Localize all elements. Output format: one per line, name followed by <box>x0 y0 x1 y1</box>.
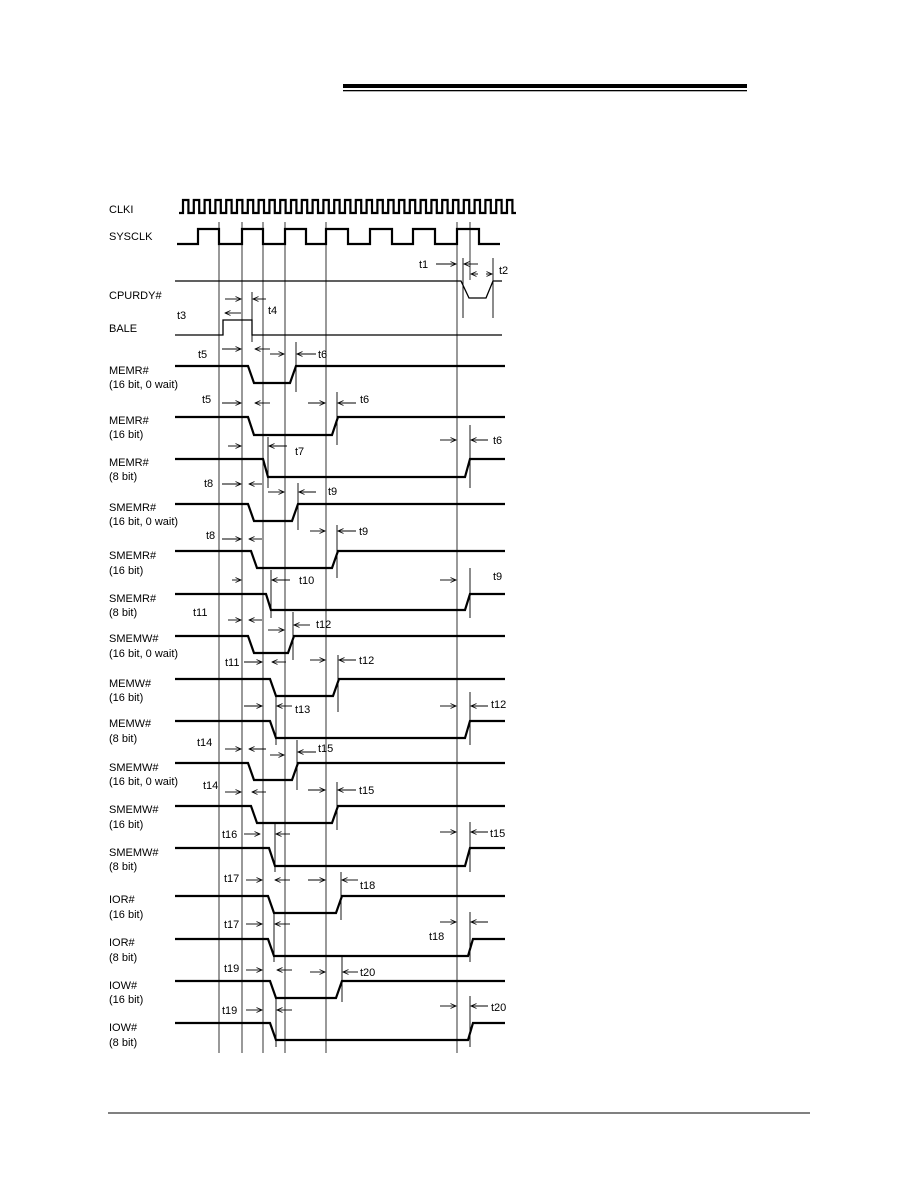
signal-name-iow-16: IOW# <box>109 980 138 992</box>
iow-8-waveform <box>175 1023 505 1040</box>
ior-8-waveform <box>175 939 505 956</box>
signal-sub-smemr-16-0w: (16 bit, 0 wait) <box>109 516 179 528</box>
signal-name-memr-16: MEMR# <box>109 415 149 427</box>
timing-label-t17-a: t17 <box>224 873 240 885</box>
timing-label-t6-b: t6 <box>360 394 370 406</box>
signal-name-smemr-8: SMEMR# <box>109 593 157 605</box>
clki-waveform <box>179 200 516 213</box>
timing-label-group <box>177 259 508 1017</box>
timing-label-t8-a: t8 <box>204 478 214 490</box>
signal-name-smemr-16-0w: SMEMR# <box>109 502 157 514</box>
signal-name-memw-16: MEMW# <box>109 678 152 690</box>
smemw2-16-0w-waveform <box>175 763 505 780</box>
timing-label-t17-b: t17 <box>224 919 240 931</box>
signal-name-smemw-8: SMEMW# <box>109 847 159 859</box>
smemw-16-waveform <box>175 806 505 823</box>
signal-sub-smemw2-16-0w: (16 bit, 0 wait) <box>109 776 179 788</box>
signal-sub-memr-16: (16 bit) <box>109 429 144 441</box>
timing-label-t19-b: t19 <box>222 1005 238 1017</box>
timing-label-t12-b: t12 <box>359 655 375 667</box>
timing-label-t20-b: t20 <box>491 1002 507 1014</box>
timing-label-t3: t3 <box>177 310 187 322</box>
signal-name-cpurdy: CPURDY# <box>109 290 162 302</box>
signal-sub-memw-8: (8 bit) <box>109 733 138 745</box>
timing-label-t5-b: t5 <box>202 394 212 406</box>
timing-label-t1: t1 <box>419 259 429 271</box>
timing-label-t6-c: t6 <box>493 435 503 447</box>
timing-label-t15-c: t15 <box>490 828 506 840</box>
timing-label-t10: t10 <box>299 575 315 587</box>
cpurdy-waveform <box>175 281 502 298</box>
timing-label-t15-a: t15 <box>318 743 334 755</box>
smemw-16-0w-waveform <box>175 636 505 653</box>
smemw-8-waveform <box>175 848 505 866</box>
smemr-16-waveform <box>175 551 505 568</box>
smemr-16-0w-waveform <box>175 504 505 521</box>
timing-label-t5-a: t5 <box>198 349 208 361</box>
signal-sub-memw-16: (16 bit) <box>109 692 144 704</box>
timing-label-t7: t7 <box>295 446 305 458</box>
timing-label-t13: t13 <box>295 704 311 716</box>
timing-label-t12-c: t12 <box>491 699 507 711</box>
signal-sub-smemw-16-0w: (16 bit, 0 wait) <box>109 648 179 660</box>
sysclk-waveform <box>177 229 500 244</box>
timing-label-t9-c: t9 <box>493 571 503 583</box>
signal-sub-ior-8: (8 bit) <box>109 952 138 964</box>
header-rule <box>343 84 747 91</box>
signal-name-smemw-16-0w: SMEMW# <box>109 633 159 645</box>
signal-name-sysclk: SYSCLK <box>109 231 153 243</box>
memr-8-waveform <box>175 459 505 477</box>
timing-label-t8-b: t8 <box>206 530 216 542</box>
timing-label-t15-b: t15 <box>359 785 375 797</box>
signal-sub-memr-16-0w: (16 bit, 0 wait) <box>109 379 179 391</box>
signal-name-bale: BALE <box>109 323 138 335</box>
timing-label-t2: t2 <box>499 265 509 277</box>
signal-sub-iow-8: (8 bit) <box>109 1037 138 1049</box>
timing-label-t19-a: t19 <box>224 963 240 975</box>
signal-sub-iow-16: (16 bit) <box>109 994 144 1006</box>
signal-labels <box>109 204 178 1049</box>
memw-16-waveform <box>175 679 505 696</box>
signal-name-ior-8: IOR# <box>109 937 135 949</box>
timing-label-t11-a: t11 <box>193 607 208 619</box>
signal-name-smemw-16: SMEMW# <box>109 804 159 816</box>
timing-label-t12-a: t12 <box>316 619 332 631</box>
timing-label-t9-a: t9 <box>328 486 338 498</box>
signal-name-smemw2-16-0w: SMEMW# <box>109 762 159 774</box>
timing-label-t9-b: t9 <box>359 526 369 538</box>
timing-label-t18-b: t18 <box>429 931 445 943</box>
ior-16-waveform <box>175 896 505 913</box>
signal-sub-smemr-16: (16 bit) <box>109 565 144 577</box>
timing-label-t4: t4 <box>268 305 278 317</box>
memw-8-waveform <box>175 721 505 738</box>
signal-name-memr-8: MEMR# <box>109 457 149 469</box>
signal-sub-smemw-16: (16 bit) <box>109 819 144 831</box>
signal-sub-smemw-8: (8 bit) <box>109 861 138 873</box>
iow-16-waveform <box>175 981 505 998</box>
signal-sub-smemr-8: (8 bit) <box>109 607 138 619</box>
timing-label-t18-a: t18 <box>360 880 376 892</box>
signal-name-memr-16-0w: MEMR# <box>109 365 149 377</box>
timing-label-t20-a: t20 <box>360 967 376 979</box>
timing-label-t14-a: t14 <box>197 737 213 749</box>
timing-label-t16: t16 <box>222 829 238 841</box>
signal-name-iow-8: IOW# <box>109 1022 138 1034</box>
signal-name-ior-16: IOR# <box>109 894 135 906</box>
memr-16-0w-waveform <box>175 366 505 383</box>
reference-lines <box>219 222 470 1053</box>
signal-name-smemr-16: SMEMR# <box>109 550 157 562</box>
timing-label-t11-b: t11 <box>225 657 240 669</box>
timing-label-t14-b: t14 <box>203 780 219 792</box>
signal-name-clki: CLKI <box>109 204 134 216</box>
smemr-8-waveform <box>175 594 505 610</box>
signal-name-memw-8: MEMW# <box>109 718 152 730</box>
signal-sub-ior-16: (16 bit) <box>109 909 144 921</box>
signal-sub-memr-8: (8 bit) <box>109 471 138 483</box>
timing-label-t6-a: t6 <box>318 349 328 361</box>
memr-16-waveform <box>175 417 505 435</box>
bale-waveform <box>175 320 502 335</box>
